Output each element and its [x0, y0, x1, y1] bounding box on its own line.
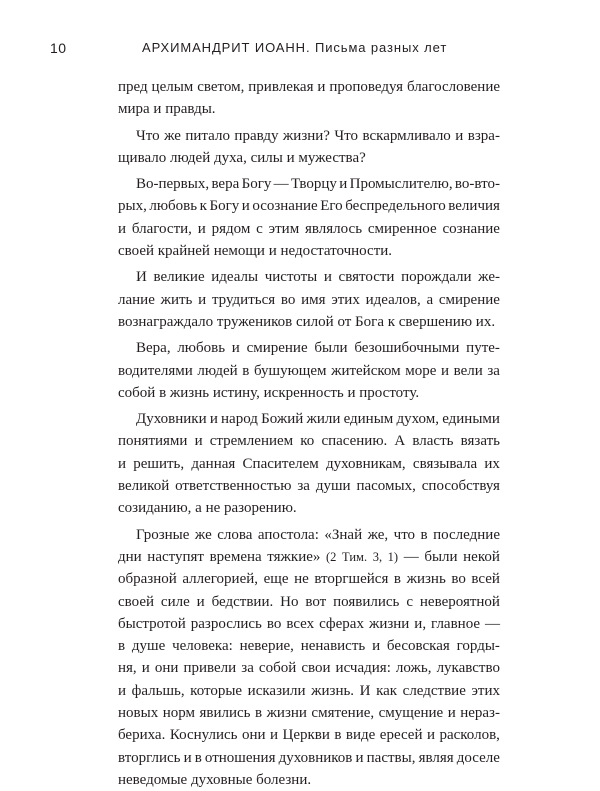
text-line: щивало людей духа, силы и мужества? — [118, 149, 366, 166]
text-line: дни наступят времена тяжкие» (2 Тим. 3, 1) — были некой — [118, 548, 500, 565]
text-line: Грозные же слова апостола: «Знай же, что в последние — [136, 526, 500, 543]
paragraph — [118, 125, 500, 170]
paragraph — [118, 173, 500, 262]
text-line: новых норм явились в жизни смятение, смущение и нераз- — [118, 705, 500, 722]
text-line: в душе человека: неверие, ненависть и бесовская горды- — [118, 638, 500, 655]
text-line: вознаграждало тружеников силой от Бога к свершению их. — [118, 313, 496, 330]
text-line: И великие идеалы чистоты и святости порождали же- — [136, 269, 500, 286]
text-line: Во-первых, вера Богу — Творцу и Промыслителю, во-вто- — [136, 176, 500, 193]
text-line: бериха. Коснулись они и Церкви в виде ересей и расколов, — [118, 727, 500, 744]
text-line: Что же питало правду жизни? Что вскармливало и взра- — [136, 127, 500, 144]
text-line: вторглись и в отношения духовников и паствы, являя доселе — [118, 749, 500, 766]
text-line: быстротой разрослись во всех сферах жизни и, главное — — [118, 615, 500, 632]
text-line: Вера, любовь и смирение были безошибочными путе- — [136, 340, 500, 357]
text-line: пред целым светом, привлекая и проповедуя благословение — [118, 79, 500, 95]
text-line: Духовники и народ Божий жили единым духом, едиными — [136, 411, 500, 428]
body-text — [118, 76, 500, 791]
text-line: образной аллегорией, еще не вторгшейся в жизнь во всей — [118, 571, 500, 588]
page-number: 10 — [50, 40, 67, 56]
text-line: и решить, данная Спасителем духовникам, связывала их — [118, 455, 500, 472]
text-line: рых, любовь к Богу и осознание Его беспредельного величия — [118, 198, 500, 215]
text-line: великой ответственностью за души пасомых, способствуя — [118, 478, 500, 495]
text-line: собой в жизнь истину, искренность и простоту. — [118, 384, 420, 401]
running-head: АРХИМАНДРИТ ИОАНН. Письма разных лет — [142, 40, 448, 55]
paragraph — [118, 408, 500, 519]
text-line: лание жить и трудиться во имя этих идеалов, а смирение — [118, 291, 500, 308]
text-line: своей силе и бедствии. Но вот появились с невероятной — [118, 593, 500, 610]
text-line: созиданию, а не разорению. — [118, 500, 297, 517]
paragraph — [118, 76, 500, 121]
text-line: и благости, и рядом с этим являлось смиренное сознание — [118, 220, 500, 237]
text-line: понятиями и стремлением ко спасению. А власть вязать — [118, 433, 500, 450]
text-line: и фальшь, которые исказили жизнь. И как следствие этих — [118, 682, 500, 699]
paragraph — [118, 266, 500, 333]
text-line: мира и правды. — [118, 101, 216, 118]
text-line: своей крайней немощи и недостаточности. — [118, 243, 393, 260]
paragraph — [118, 337, 500, 404]
paragraph — [118, 524, 500, 791]
text-line: неведомые духовные болезни. — [118, 771, 312, 788]
text-line: водителями людей в бушующем житейском море и вели за — [118, 362, 500, 379]
text-line: ня, и они привели за собой свои исчадия: ложь, лукавство — [118, 660, 500, 677]
